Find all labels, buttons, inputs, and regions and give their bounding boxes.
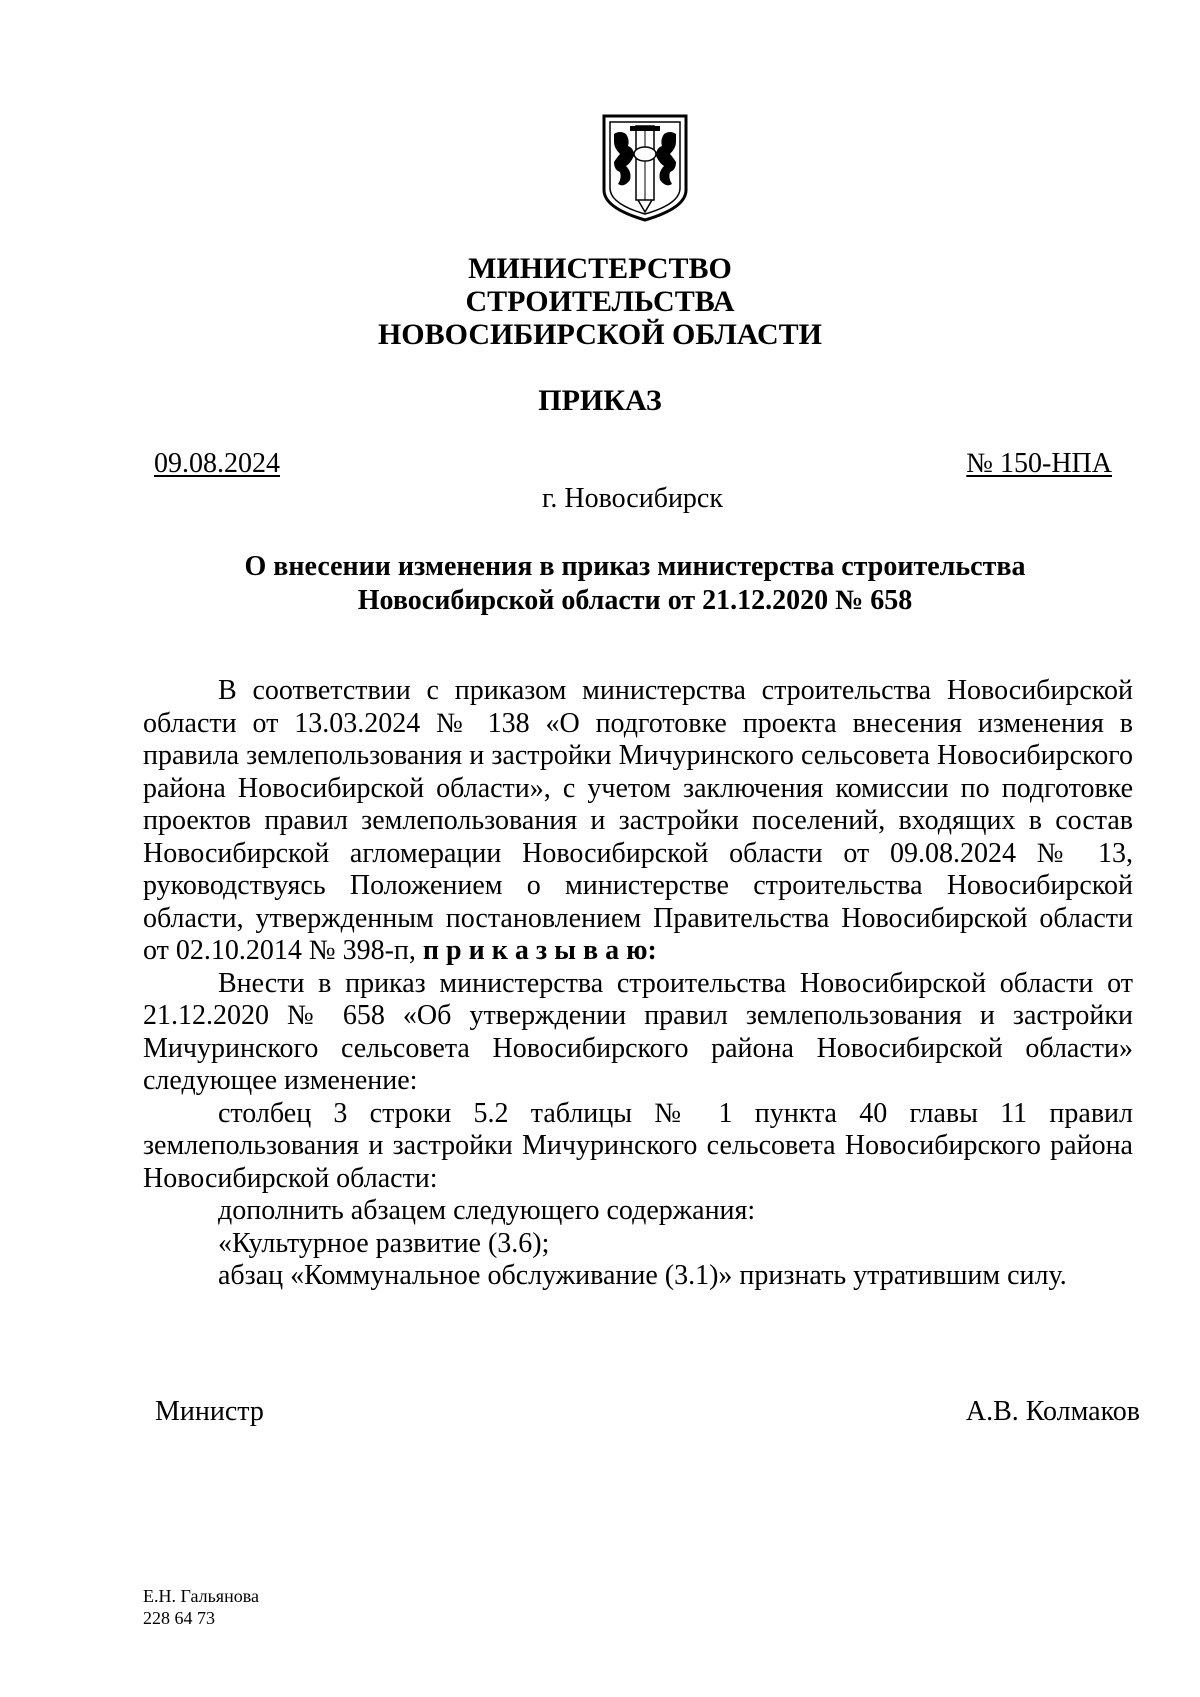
paragraph-add: дополнить абзацем следующего содержания:: [218, 1195, 756, 1226]
document-type: ПРИКАЗ: [538, 384, 662, 417]
document-subject: [140, 550, 1130, 618]
paragraph-column: столбец 3 строки 5.2 таблицы № 1 пункта 40 главы 11 правил землепользования и застройки Мичуринского сельсовета Новосибирского района Новосибирской области:: [143, 1097, 1133, 1194]
document-number: № 150-НПА: [966, 448, 1112, 479]
document-body: [143, 675, 1133, 1293]
novosibirsk-oblast-coat-of-arms-icon: [600, 112, 690, 224]
document-date: 09.08.2024: [154, 448, 280, 479]
ministry-line-3: НОВОСИБИРСКОЙ ОБЛАСТИ: [377, 318, 823, 351]
paragraph-preamble: [143, 675, 1133, 968]
ministry-line-2: СТРОИТЕЛЬСТВА: [465, 285, 735, 318]
paragraph-repeal: абзац «Коммунальное обслуживание (3.1)» признать утратившим силу.: [218, 1260, 1067, 1291]
signatory-name: А.В. Колмаков: [965, 1396, 1140, 1427]
paragraph-amend: Внести в приказ министерства строительства Новосибирской области от 21.12.2020 № 658 «Об утверждении правил землепользования и застройки Мичуринского сельсовета Новосибирского района Новосибирской области» следующее изменение:: [143, 967, 1133, 1096]
signatory-title: Министр: [155, 1396, 264, 1427]
executor-name: Е.Н. Гальянова: [143, 1586, 259, 1606]
preamble-text: В соответствии с приказом министерства строительства Новосибирской области от 13.03.2024 № 138 «О подготовке проекта внесения изменения в правила землепользования и застройки Мичуринского сельсовета Новосибирского района Новосибирской области», с учетом заключения комиссии по подготовке проектов правил землепользования и застройки поселений, входящих в состав Новосибирской агломерации Новосибирской области от 09.08.2024 № 13, руководствуясь Положением о министерстве строительства Новосибирской области, утвержденным постановлением Правительства Новосибирской области от 02.10.2014 № 398-п,: [143, 675, 1133, 966]
document-city: г. Новосибирск: [542, 483, 723, 514]
subject-line-1: О внесении изменения в приказ министерства строительства: [244, 551, 1026, 582]
executor-phone: 228 64 73: [143, 1608, 215, 1628]
paragraph-culture: «Культурное развитие (3.6);: [218, 1227, 550, 1259]
ministry-line-1: МИНИСТЕРСТВО: [468, 252, 732, 285]
ministry-name: [0, 252, 1200, 351]
order-word: п р и к а з ы в а ю:: [422, 935, 657, 966]
executor-info: [143, 1585, 259, 1629]
subject-line-2: Новосибирской области от 21.12.2020 № 658: [357, 585, 913, 616]
